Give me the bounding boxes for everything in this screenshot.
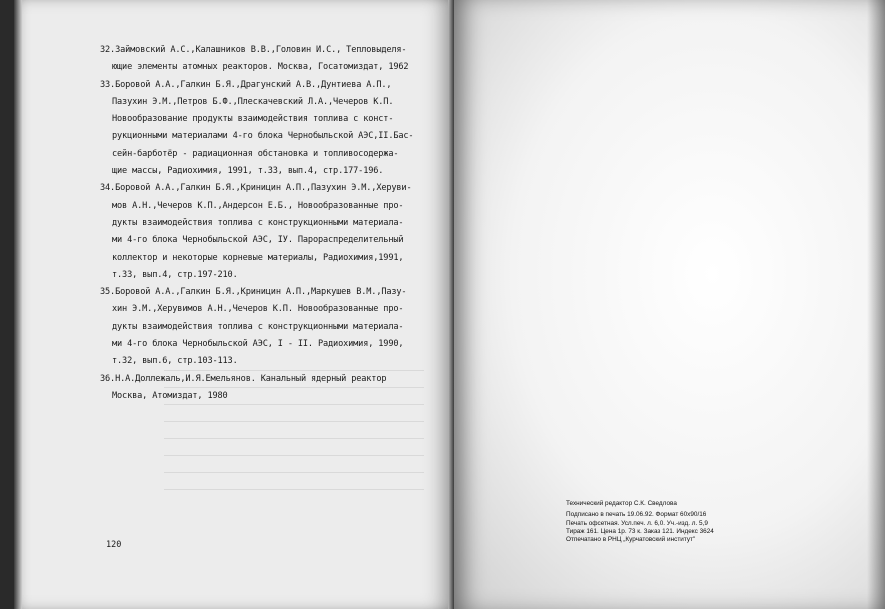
reference-item: [100, 42, 430, 77]
reference-item: [100, 371, 430, 406]
reference-line: щие массы, Радиохимия, 1991, т.33, вып.4, стр.177-196.: [112, 166, 384, 177]
imprint-editor: Технический редактор С.К. Сведлова: [566, 500, 677, 507]
reference-line: 34.Боровой А.А.,Галкин Б.Я.,Криницин А.П.,Пазухин Э.М.,Херуви-: [100, 183, 412, 194]
reference-line: т.33, вып.4, стр.197-210.: [112, 269, 238, 280]
reference-item: [100, 180, 430, 284]
reference-line: мов А.Н.,Чечеров К.П.,Андерсон Е.Б., Новообразованные про-: [112, 200, 404, 211]
reference-line: ющие элементы атомных реакторов. Москва, Госатомиздат, 1962: [112, 62, 409, 73]
reference-line: ми 4-го блока Чернобыльской АЭС, I - II. Радиохимия, 1990,: [112, 339, 404, 350]
imprint-block: [566, 500, 826, 544]
reference-line: рукционными материалами 4-го блока Чернобыльской АЭС,II.Бас-: [112, 131, 414, 142]
reference-line: дукты взаимодействия топлива с конструкционными материала-: [112, 321, 404, 332]
reference-line: сейн-барботёр - радиационная обстановка и топливосодержа-: [112, 148, 399, 159]
left-page: [14, 0, 454, 609]
reference-line: коллектор и некоторые корневые материалы, Радиохимия,1991,: [112, 252, 404, 263]
reference-list: [100, 42, 430, 405]
reference-line: хин Э.М.,Херувимов А.Н.,Чечеров К.П. Новообразованные про-: [112, 304, 404, 315]
reference-line: Новообразование продукты взаимодействия топлива с конст-: [112, 114, 394, 125]
imprint-print-details: Печать офсетная. Усл.печ. л. 6,0. Уч.-изд. л. 5,9: [566, 519, 708, 527]
reference-line: 35.Боровой А.А.,Галкин Б.Я.,Криницин А.П.,Маркушев В.М.,Пазу-: [100, 287, 407, 298]
reference-line: Пазухин Э.М.,Петров Б.Ф.,Плескачевский Л.А.,Чечеров К.П.: [112, 96, 394, 107]
imprint-printed-at: Отпечатано в РНЦ „Курчатовский институт": [566, 536, 696, 544]
reference-line: т.32, вып.6, стр.103-113.: [112, 356, 238, 367]
reference-item: [100, 284, 430, 370]
imprint-signed: Подписано в печать 19.06.92. Формат 60х90/16: [566, 511, 707, 519]
reference-line: 32.Займовский А.С.,Калашников В.В.,Головин И.С., Тепловыделя-: [100, 45, 407, 55]
reference-line: Москва, Атомиздат, 1980: [112, 390, 228, 401]
reference-line: дукты взаимодействия топлива с конструкционными материала-: [112, 217, 404, 228]
imprint-circulation: Тираж 161. Цена 1р. 73 к. Заказ 121. Индекс 3624: [566, 527, 714, 535]
reference-item: [100, 77, 430, 181]
reference-line: 33.Боровой А.А.,Галкин Б.Я.,Драгунский А.В.,Дунтиева А.П.,: [100, 79, 392, 90]
reference-line: 36.Н.А.Доллежаль,И.Я.Емельянов. Канальный ядерный реактор: [100, 373, 387, 384]
page-number: 120: [106, 540, 122, 550]
reference-line: ми 4-го блока Чернобыльской АЭС, IУ. Парораспределительный: [112, 235, 404, 246]
